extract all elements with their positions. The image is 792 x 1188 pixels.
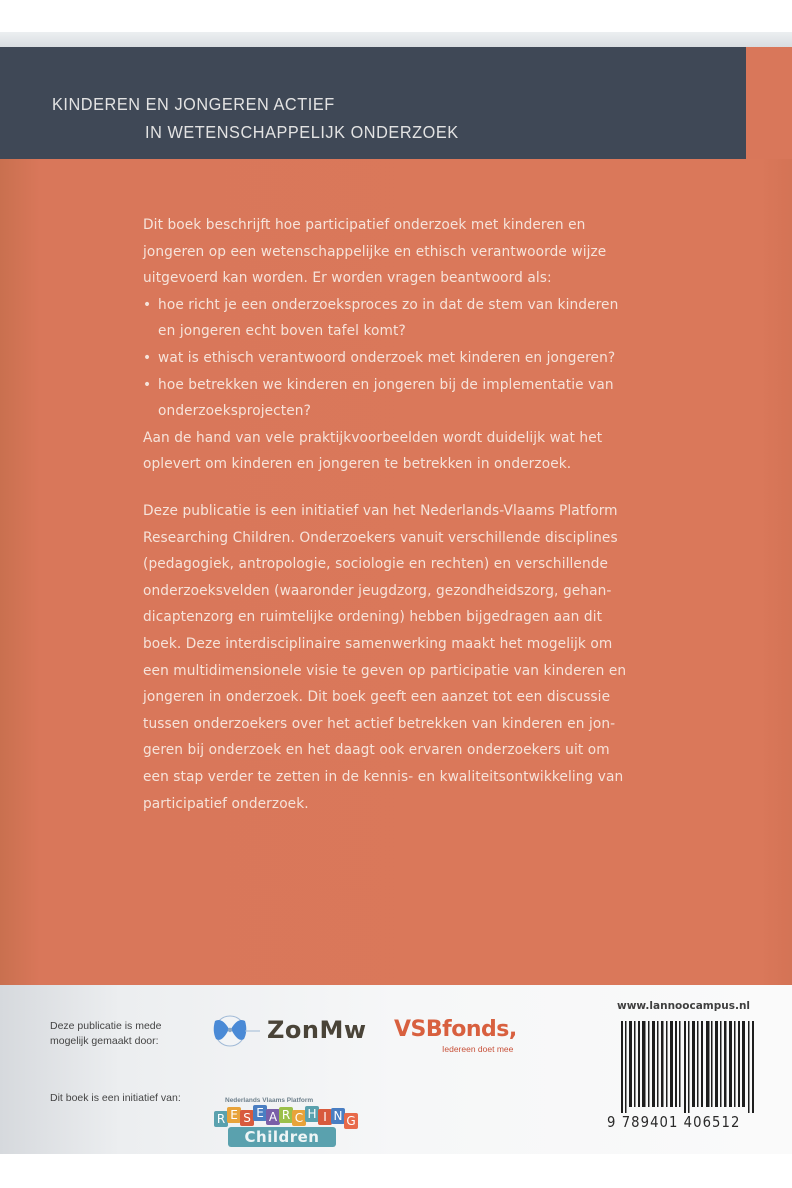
researching-children-logo xyxy=(210,1097,360,1154)
text-line: Deze publicatie is een initiatief van het Nederlands-Vlaams Platform xyxy=(143,502,618,519)
text-line: Dit boek beschrijft hoe participatief onderzoek met kinderen en xyxy=(143,216,586,233)
vsbfonds-wordmark: VSBfonds, xyxy=(394,1017,517,1042)
text-line: Researching Children. Onderzoekers vanuit verschillende disciplines xyxy=(143,528,618,546)
text-line: onderzoeksvelden (waaronder jeugdzorg, gezondheidszorg, gehan- xyxy=(143,581,612,599)
letter-block: C xyxy=(292,1110,306,1126)
vsbfonds-tagline: Iedereen doet mee xyxy=(442,1044,514,1054)
letter-block: R xyxy=(279,1107,293,1123)
text-line: Aan de hand van vele praktijkvoorbeelden wordt duidelijk wat het xyxy=(143,428,603,446)
top-edge-strip xyxy=(0,32,792,47)
children-wordmark: Children xyxy=(228,1127,336,1147)
letter-block: I xyxy=(318,1109,332,1125)
letter-block: E xyxy=(227,1107,241,1123)
isbn-number: 9 789401 406512 xyxy=(607,1113,741,1131)
bullet-icon: • xyxy=(143,375,152,393)
bullet-item xyxy=(143,372,745,399)
text-line: tussen onderzoekers over het actief betrekken van kinderen en jon- xyxy=(143,714,616,732)
text-line: een multidimensionele visie te geven op participatie van kinderen en xyxy=(143,661,627,679)
text-line: (pedagogiek, antropologie, sociologie en rechten) en verschillende xyxy=(143,555,609,573)
zonmw-wordmark: ZonMw xyxy=(267,1016,367,1044)
initiative-label: Dit boek is een initiatief van: xyxy=(50,1092,181,1104)
sponsor-label xyxy=(50,1019,161,1049)
letter-block: A xyxy=(266,1109,280,1125)
text-line: geren bij onderzoek en het daagt ook ervaren onderzoekers uit om xyxy=(143,741,610,759)
letter-block: R xyxy=(214,1111,228,1127)
sponsor-label-line-1: Deze publicatie is mede xyxy=(50,1020,162,1032)
text-line: oplevert om kinderen en jongeren te betrekken in onderzoek. xyxy=(143,455,572,473)
publisher-website[interactable]: www.lannoocampus.nl xyxy=(617,1000,751,1012)
bullet-icon: • xyxy=(143,348,152,366)
letter-block: N xyxy=(331,1108,345,1124)
description-paragraph-1 xyxy=(143,212,783,478)
vsbfonds-logo xyxy=(394,1017,554,1057)
text-line: jongeren op een wetenschappelijke en ethisch verantwoorde wijze xyxy=(143,242,607,260)
barcode-icon xyxy=(621,1021,757,1113)
text-line: jongeren in onderzoek. Dit boek geeft een aanzet tot een discussie xyxy=(143,688,611,706)
title-band xyxy=(0,47,746,159)
bullet-text: wat is ethisch verantwoord onderzoek met kinderen en jongeren? xyxy=(158,348,616,366)
bullet-item xyxy=(143,345,745,372)
bullet-text: hoe richt je een onderzoeksproces zo in dat de stem van kinderen xyxy=(158,295,619,313)
bullet-continuation: onderzoeksprojecten? xyxy=(158,402,311,420)
letter-block: G xyxy=(344,1113,358,1129)
text-line: participatief onderzoek. xyxy=(143,794,309,812)
sponsor-footer xyxy=(0,985,792,1154)
letter-block: E xyxy=(253,1105,267,1121)
bullet-continuation: en jongeren echt boven tafel komt? xyxy=(158,322,406,340)
platform-label: Nederlands Vlaams Platform xyxy=(225,1097,314,1104)
title-line-2: IN WETENSCHAPPELIJK ONDERZOEK xyxy=(145,122,459,142)
sponsor-label-line-2: mogelijk gemaakt door: xyxy=(50,1035,159,1047)
book-back-cover xyxy=(0,32,792,1154)
letter-block: H xyxy=(305,1106,319,1122)
bullet-icon: • xyxy=(143,295,152,313)
title-line-1: KINDEREN EN JONGEREN ACTIEF xyxy=(52,94,335,114)
text-line: boek. Deze interdisciplinaire samenwerking maakt het mogelijk om xyxy=(143,634,613,652)
text-line: dicaptenzorg en ruimtelijke ordening) hebben bijgedragen aan dit xyxy=(143,608,603,626)
zonmw-logo xyxy=(212,1011,372,1051)
zonmw-logo-icon xyxy=(212,1011,262,1051)
description-paragraph-2 xyxy=(143,498,783,817)
text-line: uitgevoerd kan worden. Er worden vragen beantwoord als: xyxy=(143,269,552,287)
text-line: een stap verder te zetten in de kennis- en kwaliteitsontwikkeling van xyxy=(143,767,624,785)
bullet-item xyxy=(143,292,745,319)
bullet-text: hoe betrekken we kinderen en jongeren bij de implementatie van xyxy=(158,375,614,393)
letter-block: S xyxy=(240,1110,254,1126)
